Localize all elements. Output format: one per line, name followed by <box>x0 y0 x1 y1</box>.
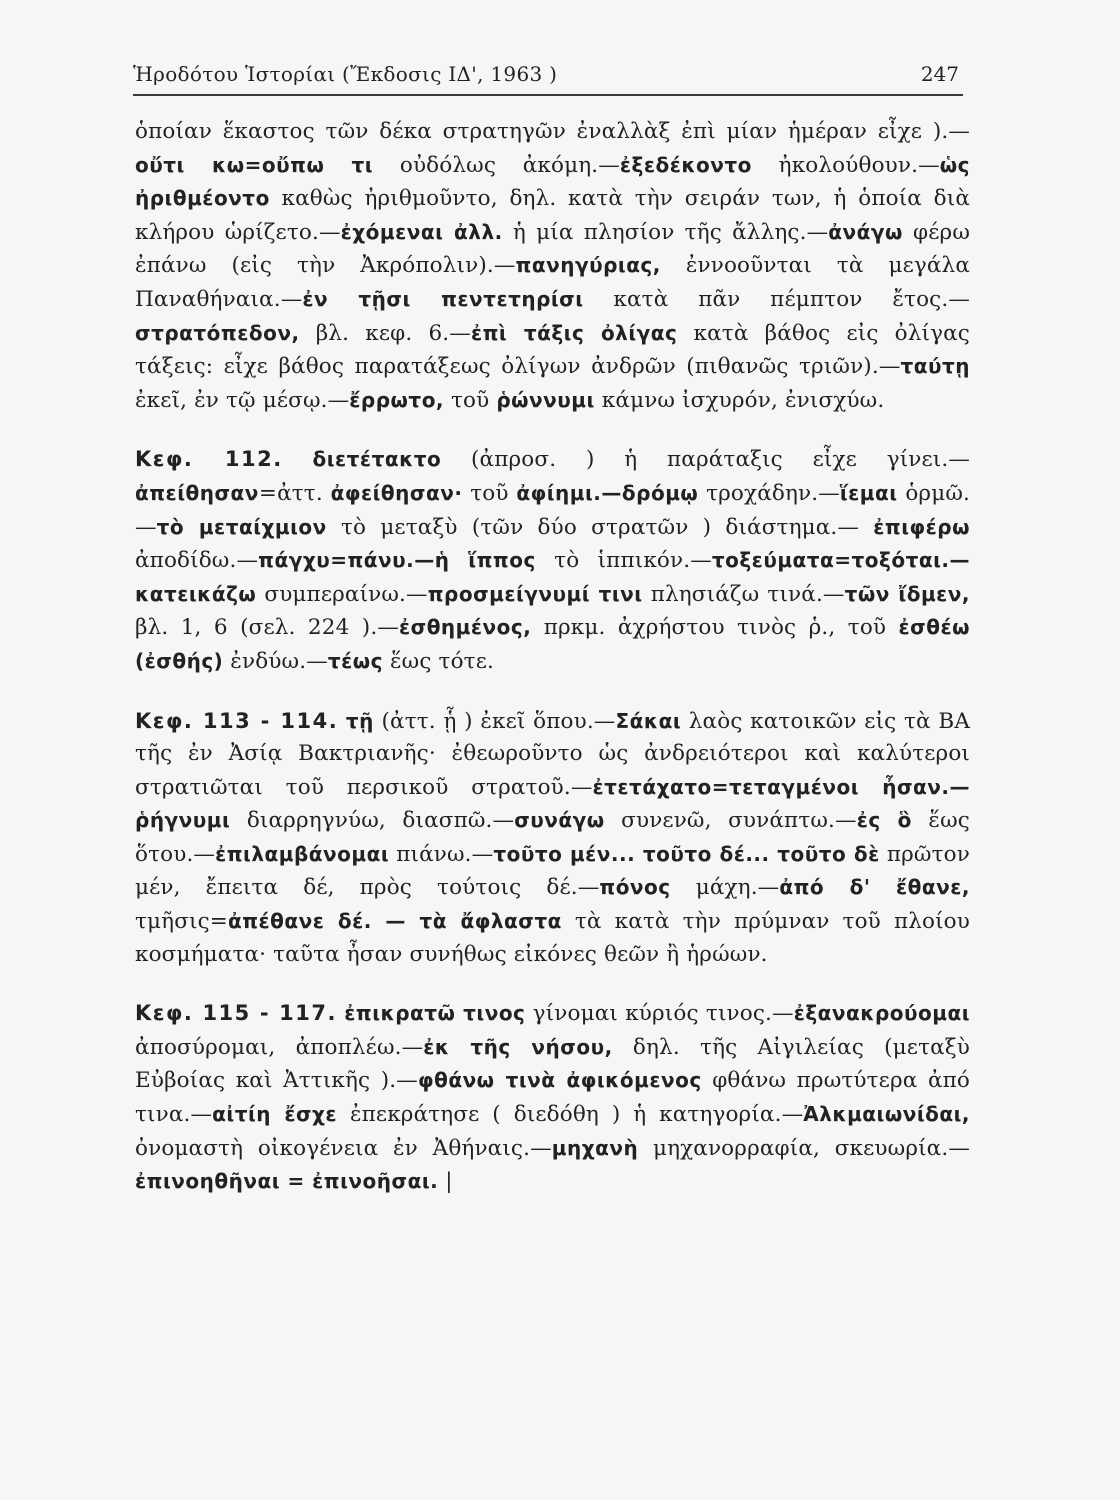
gloss-text: ὁρμῶ.— <box>135 480 970 540</box>
lemma-term: αἰτίη ἔσχε <box>212 1102 338 1127</box>
gloss-text: φέρω ἐπάνω (εἰς τὴν Ἀκρόπολιν).— <box>135 219 970 279</box>
lemma-term: πανηγύριας, <box>515 253 661 278</box>
lemma-term: οὔτι κω=οὔπω τι <box>135 152 374 177</box>
gloss-text: πρκμ. ἀχρήστου τινὸς ῥ., τοῦ <box>531 615 899 641</box>
lemma-term: ἀπό δ' ἔθανε, <box>779 875 971 900</box>
lemma-term: Ἀλκμαιωνίδαι, <box>803 1102 970 1127</box>
lemma-term: ἵεμαι <box>839 480 898 505</box>
gloss-text: =ἀττ. <box>258 480 331 506</box>
gloss-text: οὐδόλως ἀκόμη.— <box>373 152 620 178</box>
gloss-text: κατὰ πᾶν πέμπτον ἔτος.— <box>583 286 970 312</box>
lemma-term: πόνος <box>599 875 671 900</box>
gloss-text: (ἀπροσ. ) ἡ παράταξις εἶχε γίνει.— <box>441 447 970 473</box>
gloss-text: κάμνω ἰσχυρόν, ἐνισχύω. <box>594 387 885 413</box>
lemma-term: τοῦτο μέν... τοῦτο δέ... τοῦτο δὲ <box>493 841 880 866</box>
lemma-term: τῶν ἴδμεν, <box>844 581 971 606</box>
lemma-term: ἐσθημένος, <box>398 615 532 640</box>
gloss-text: γίνομαι κύριός τινος.— <box>525 1001 794 1027</box>
gloss-text: δηλ. τῆς Αἰγιλείας (μεταξὺ Εὐβοίας καὶ Ἀττικῆς ).— <box>135 1034 970 1094</box>
gloss-text: ὀνομαστὴ οἰκογένεια ἐν Ἀθήναις.— <box>135 1135 552 1161</box>
gloss-text: ἠκολούθουν.— <box>751 152 940 178</box>
lemma-term: ταύτῃ <box>900 354 970 379</box>
lemma-term: ἐχόμεναι ἀλλ. <box>340 219 503 244</box>
gloss-text: τμῆσις= <box>135 909 228 935</box>
gloss-text: τοῦ <box>462 480 517 506</box>
gloss-text: ἡ μία πλησίον τῆς ἄλλης.— <box>502 219 829 245</box>
lemma-term: τέως <box>327 648 383 673</box>
lemma-term: πάγχυ=πάνυ.—ἡ ἵππος <box>258 548 536 573</box>
gloss-text: ἀποσύρομαι, ἀποπλέω.— <box>135 1034 424 1060</box>
paragraph-chapter-113-114 <box>135 705 970 972</box>
lemma-term: ἐν τῇσι πεντετηρίσι <box>302 286 584 311</box>
gloss-text: ἕως τότε. <box>383 648 494 674</box>
chapter-heading: Κεφ. 115 - 117. <box>135 1001 337 1026</box>
gloss-text: (ἀττ. ᾗ ) ἐκεῖ ὅπου.— <box>373 708 616 734</box>
page-number: 247 <box>920 62 959 86</box>
gloss-text: πρῶτον μέν, ἔπειτα δέ, πρὸς τούτοις δέ.— <box>135 841 970 901</box>
lemma-term: ἐξεδέκοντο <box>619 152 752 177</box>
lemma-term: ἐπινοηθῆναι = ἐπινοῆσαι. <box>135 1169 439 1194</box>
lemma-term: ἀνάγω <box>828 219 903 244</box>
lemma-term: στρατόπεδον, <box>135 320 300 345</box>
lemma-term: ἐπὶ τάξις ὀλίγας <box>470 320 678 345</box>
paragraph-commentary-continued <box>135 116 970 417</box>
lemma-term: ὡς ἠριθμέοντο <box>135 152 970 211</box>
lemma-term: ἀπέθανε δέ. — τὰ ἄφλαστα <box>227 909 562 934</box>
chapter-heading: Κεφ. 113 - 114. <box>135 708 339 733</box>
lemma-term: συνάγω <box>514 808 605 833</box>
lemma-term: ἀπείθησαν <box>135 480 259 505</box>
commentary-body <box>135 116 970 1199</box>
gloss-text: ἐνδύω.— <box>223 648 328 674</box>
lemma-term: ἐξανακρούομαι <box>793 1001 971 1026</box>
lemma-term: μηχανὴ <box>551 1135 639 1160</box>
lemma-term: ἐσθέω (ἐσθής) <box>135 615 970 673</box>
gloss-text: ἐκεῖ, ἐν τῷ μέσῳ.— <box>135 387 350 413</box>
gloss-text: λαὸς κατοικῶν εἰς τὰ ΒΑ τῆς ἐν Ἀσίᾳ Βακτριανῆς· ἐθεωροῦντο ὡς ἀνδρειότεροι καὶ καλύτεροι στρατιῶται τοῦ περσικοῦ στρατοῦ.— <box>135 708 970 800</box>
gloss-text: τὸ ἱππικόν.— <box>535 548 712 574</box>
gloss-text: βλ. 1, 6 (σελ. 224 ).— <box>135 615 399 641</box>
gloss-text: κατὰ βάθος εἰς ὀλίγας τάξεις: εἶχε βάθος παρατάξεως ὀλίγων ἀνδρῶν (πιθανῶς τριῶν).— <box>135 320 970 380</box>
lemma-term: τὸ μεταίχμιον <box>156 514 327 539</box>
lemma-term: διετέτακτο <box>312 447 442 472</box>
gloss-text: ἀποδίδω.— <box>135 548 259 574</box>
gloss-text: ἕως ὅτου.— <box>135 808 970 867</box>
gloss-text: μηχανορραφία, σκευωρία.— <box>638 1135 970 1161</box>
lemma-term: ἔρρωτο, <box>349 387 445 412</box>
gloss-text: διαρρηγνύω, διασπῶ.— <box>230 808 515 834</box>
lemma-term: τοξεύματα=τοξόται.—κατεικάζω <box>135 548 970 606</box>
lemma-term: ἐπιλαμβάνομαι <box>215 841 390 866</box>
lemma-term: τῇ <box>345 708 374 733</box>
lemma-term: ἀφίημι.—δρόμῳ <box>516 480 699 505</box>
gloss-text: ἐπεκράτησε ( διεδόθη ) ἡ κατηγορία.— <box>337 1102 804 1128</box>
gloss-text: πλησιάζω τινά.— <box>642 581 845 607</box>
gloss-text: μάχη.— <box>670 875 780 901</box>
gloss-text <box>338 709 346 734</box>
header-title: Ἡροδότου Ἱστορίαι (Ἔκδοσις ΙΔ', 1963 ) <box>133 62 558 86</box>
lemma-term: ἐς ὃ <box>856 808 912 833</box>
paragraph-chapter-115-117 <box>135 997 970 1199</box>
lemma-term: ἐπιφέρω <box>873 514 970 539</box>
gloss-text: τὰ κατὰ τὴν πρύμναν τοῦ πλοίου κοσμήματα· ταῦτα ἦσαν συνήθως εἰκόνες θεῶν ἢ ἡρώων. <box>135 909 970 967</box>
gloss-text: ἐννοοῦνται τὰ μεγάλα Παναθήναια.— <box>135 253 970 312</box>
lemma-term: ῥώννυμι <box>496 387 595 412</box>
gloss-text: καθὼς ἠριθμοῦντο, δηλ. κατὰ τὴν σειράν των, ἡ ὁποία διὰ κλήρου ὡρίζετο.— <box>135 186 970 245</box>
running-header <box>133 60 963 96</box>
lemma-term: ἐτετάχατο=τεταγμένοι ἦσαν.—ῥήγνυμι <box>135 774 970 833</box>
gloss-text: βλ. κεφ. 6.— <box>299 320 471 346</box>
gloss-text: φθάνω πρωτύτερα ἀπό τινα.— <box>135 1068 971 1128</box>
lemma-term: ἐπικρατῶ τινος <box>344 1001 526 1026</box>
lemma-term: Σάκαι <box>615 708 682 733</box>
gloss-text <box>283 447 313 472</box>
lemma-term: προσμείγνυμί τινι <box>427 581 643 606</box>
gloss-text: συνενῶ, συνάπτω.— <box>604 808 857 834</box>
lemma-term: ἀφείθησαν· <box>330 480 463 505</box>
gloss-text: | <box>438 1169 453 1195</box>
paragraph-chapter-112 <box>135 443 970 678</box>
chapter-heading: Κεφ. 112. <box>135 447 283 472</box>
gloss-text: τὸ μεταξὺ (τῶν δύο στρατῶν ) διάστημα.— <box>326 514 874 540</box>
gloss-text: ὁποίαν ἕκαστος τῶν δέκα στρατηγῶν ἐναλλὰξ ἐπὶ μίαν ἡμέραν εἶχε ).— <box>135 119 970 144</box>
gloss-text: πιάνω.— <box>389 841 494 867</box>
gloss-text: συμπεραίνω.— <box>256 581 428 607</box>
lemma-term: ἐκ τῆς νήσου, <box>423 1034 613 1059</box>
lemma-term: φθάνω τινὰ ἀφικόμενος <box>417 1068 702 1093</box>
gloss-text: τροχάδην.— <box>698 480 840 506</box>
gloss-text: τοῦ <box>444 387 497 413</box>
